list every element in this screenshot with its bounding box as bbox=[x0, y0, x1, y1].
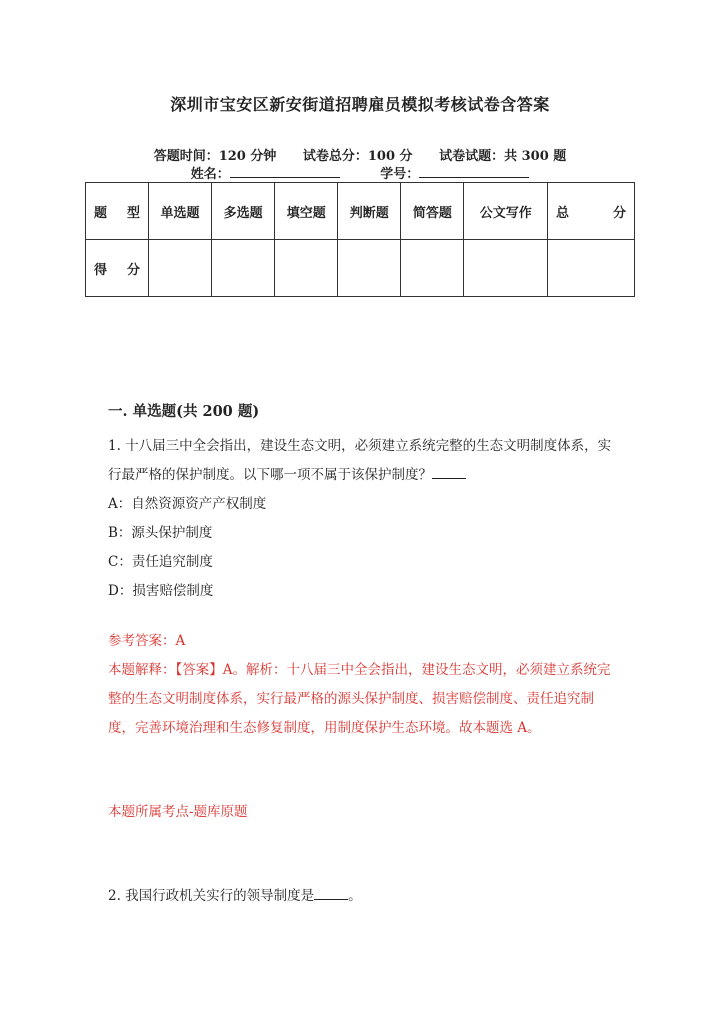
score-table bbox=[85, 182, 635, 297]
section-title: 一. 单选题(共 200 题) bbox=[108, 403, 260, 420]
name-label: 姓名： bbox=[190, 167, 230, 182]
document-title: 深圳市宝安区新安街道招聘雇员模拟考核试卷含答案 bbox=[170, 95, 550, 114]
explanation: 本题解释：【答案】A。解析：十八届三中全会指出，建设生态文明，必须建立系统完整的生态文明制度体系，实行最严格的源头保护制度、损害赔偿制度、责任追究制度，完善环境治理和生态修复制度，用制度保护生态环境。故本题选 A。 bbox=[108, 662, 611, 736]
exam-time: 答题时间：120 分钟 bbox=[153, 149, 277, 164]
exam-question-count: 试卷试题：共 300 题 bbox=[439, 149, 567, 164]
exam-total-score: 试卷总分：100 分 bbox=[302, 149, 413, 164]
option-b[interactable]: B：源头保护制度 bbox=[108, 525, 213, 541]
header-true-false: 判断题 bbox=[338, 183, 401, 240]
header-type-cell: 题 型 bbox=[86, 183, 149, 240]
header-fill-blank: 填空题 bbox=[275, 183, 338, 240]
option-d[interactable]: D：损害赔偿制度 bbox=[108, 583, 214, 599]
knowledge-tag: 本题所属考点-题库原题 bbox=[108, 804, 248, 820]
id-blank[interactable] bbox=[419, 165, 529, 178]
score-cell[interactable] bbox=[401, 240, 464, 297]
score-cell[interactable] bbox=[275, 240, 338, 297]
option-c[interactable]: C：责任追究制度 bbox=[108, 554, 213, 570]
exam-info bbox=[0, 145, 720, 164]
answer-blank bbox=[314, 887, 348, 900]
id-label: 学号： bbox=[380, 167, 420, 182]
score-cell[interactable] bbox=[338, 240, 401, 297]
score-cell[interactable] bbox=[548, 240, 635, 297]
score-cell[interactable] bbox=[464, 240, 548, 297]
score-cell[interactable] bbox=[149, 240, 212, 297]
score-table-score-row bbox=[86, 240, 635, 297]
score-label-cell: 得 分 bbox=[86, 240, 149, 297]
header-multiple-choice: 多选题 bbox=[212, 183, 275, 240]
score-cell[interactable] bbox=[212, 240, 275, 297]
answer-block bbox=[108, 627, 613, 743]
question-2 bbox=[108, 882, 613, 911]
answer-blank bbox=[432, 466, 466, 479]
header-official-writing: 公文写作 bbox=[464, 183, 548, 240]
question-stem: 1. 十八届三中全会指出，建设生态文明，必须建立系统完整的生态文明制度体系，实行最严格的保护制度。以下哪一项不属于该保护制度？ bbox=[108, 438, 612, 483]
question-1 bbox=[108, 432, 613, 606]
header-single-choice: 单选题 bbox=[149, 183, 212, 240]
name-blank[interactable] bbox=[230, 165, 340, 178]
header-short-answer: 简答题 bbox=[401, 183, 464, 240]
score-table-header-row bbox=[86, 183, 635, 240]
option-a[interactable]: A：自然资源资产产权制度 bbox=[108, 496, 267, 512]
reference-answer: 参考答案：A bbox=[108, 633, 186, 649]
question-stem: 2. 我国行政机关实行的领导制度是 。 bbox=[108, 888, 362, 904]
header-total-cell: 总 分 bbox=[548, 183, 635, 240]
student-info bbox=[0, 163, 720, 182]
